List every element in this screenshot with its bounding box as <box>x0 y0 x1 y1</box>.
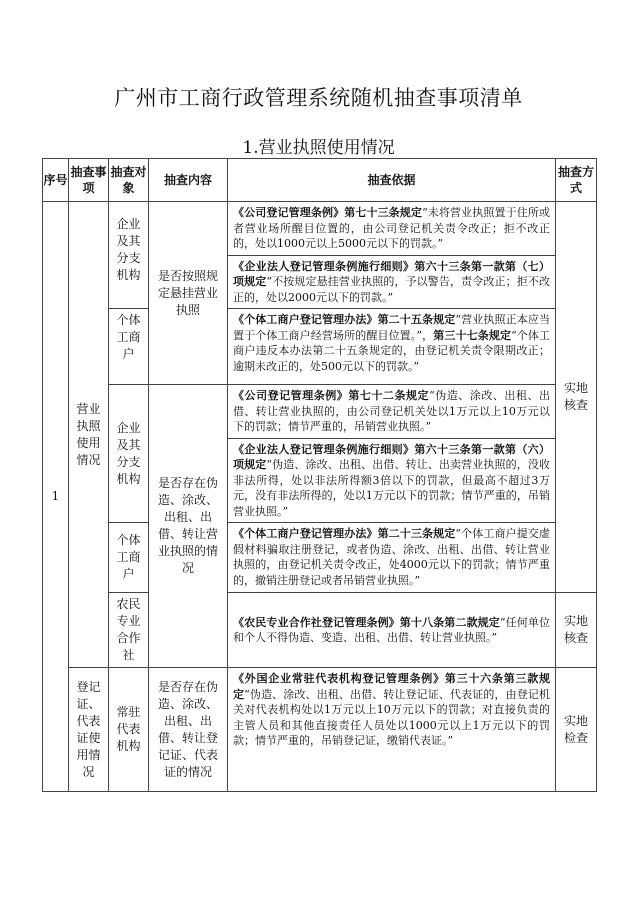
table-row <box>43 593 597 668</box>
table-row <box>43 385 597 439</box>
basis-law-text: “伪造、涂改、出租、出借、转让登记证、代表证的，由登记机关对代表机构处以1万元以上10万元以下的罚款；对直接负责的主管人员和其他直接责任人员处以1000元以上1万元以下的罚款；情节严重的，吊销登记证，缴销代表证。” <box>233 687 551 747</box>
basis-cell <box>228 255 556 309</box>
basis-law-text: “伪造、涂改、出租、出借、转让营业执照的，由公司登记机关处以1万元以上10万元以下的罚款；情节严重的，吊销营业执照。” <box>233 389 551 433</box>
basis-law-name: 《外国企业常驻代表机构登记管理条例》第三十六条第三款规定 <box>233 672 550 701</box>
basis-law-name: 《农民专业合作社登记管理条例》第十八条第二款规定 <box>233 615 500 629</box>
document-title: 广州市工商行政管理系统随机抽查事项清单 <box>114 86 523 110</box>
basis-cell <box>228 593 556 668</box>
basis-law-text: “任何单位和个人不得伪造、变造、出租、出借、转让营业执照。” <box>233 615 551 644</box>
table-row <box>43 202 597 256</box>
basis-cell <box>228 202 556 256</box>
inspection-table <box>42 158 597 792</box>
item-cell-registration-cert: 登记证、代表证使用情况 <box>69 668 109 792</box>
basis-law-article: 第三十七条规定 <box>433 328 512 342</box>
table-row <box>43 309 597 385</box>
basis-law-name: 《个体工商户登记管理办法》第二十三条规定 <box>233 527 456 540</box>
basis-law-text: “未将营业执照置于住所或者营业场所醒目位置的，由公司登记机关责令改正；拒不改正的，处以1000元以上5000元以下的罚款。” <box>233 206 551 250</box>
target-cell-enterprise: 企业及其分支机构 <box>109 202 149 309</box>
basis-cell <box>228 438 556 523</box>
basis-law-text: “营业执照正本应当置于个体工商户经营场所的醒目位置。”， <box>233 313 551 342</box>
basis-cell <box>228 385 556 439</box>
header-content: 抽查内容 <box>149 159 228 202</box>
content-cell-hang-license: 是否按照规定悬挂营业执照 <box>149 202 228 385</box>
method-cell: 实地检查 <box>556 668 597 792</box>
table-header-row <box>43 159 597 202</box>
basis-cell <box>228 309 556 385</box>
header-item: 抽查事项 <box>69 159 109 202</box>
method-cell: 实地核查 <box>556 202 597 593</box>
basis-law-name: 《企业法人登记管理条例施行细则》第六十三条第一款第（六）项规定 <box>233 442 550 471</box>
header-basis: 抽查依据 <box>228 159 556 202</box>
table-row <box>43 668 597 792</box>
target-cell-enterprise: 企业及其分支机构 <box>109 385 149 523</box>
basis-law-name: 《公司登记管理条例》第七十二条规定 <box>233 389 430 402</box>
content-cell-forge-certificate: 是否存在伪造、涂改、出租、出借、转让登记证、代表证的情况 <box>149 668 228 792</box>
section-subtitle: 1.营业执照使用情况 <box>242 138 395 158</box>
basis-law-text: “伪造、涂改、出租、出借、转让、出卖营业执照的，没收非法所得，处以非法所得额3倍以下的罚款，但最高不超过3万元，没有非法所得的，处以1万元以下的罚款；情节严重的，吊销营业执照。” <box>233 458 551 518</box>
seq-cell: 1 <box>43 202 69 792</box>
header-target: 抽查对象 <box>109 159 149 202</box>
basis-law-text: “不按规定悬挂营业执照的，予以警告，责令改正；拒不改正的，处以2000元以下的罚款。” <box>233 275 551 304</box>
basis-cell <box>228 668 556 792</box>
header-seq: 序号 <box>43 159 69 202</box>
basis-cell <box>228 523 556 593</box>
basis-law-text: “个体工商户违反本办法第二十五条规定的，由登记机关责令限期改正；逾期未改正的，处500元以下的罚款。” <box>233 328 551 373</box>
method-cell: 实地核查 <box>556 593 597 668</box>
target-cell-individual: 个体工商户 <box>109 309 149 385</box>
target-cell-cooperative: 农民专业合作社 <box>109 593 149 668</box>
basis-law-text: “个体工商户提交虚假材料骗取注册登记，或者伪造、涂改、出租、出借、转让营业执照的，由登记机关责令改正，处4000元以下的罚款；情节严重的，撤销注册登记或者吊销营业执照。” <box>233 527 551 587</box>
basis-law-name: 《个体工商户登记管理办法》第二十五条规定 <box>233 313 456 326</box>
header-method: 抽查方式 <box>556 159 597 202</box>
table-row <box>43 523 597 593</box>
content-cell-forge-license: 是否存在伪造、涂改、出租、出借、转让营业执照的情况 <box>149 385 228 668</box>
target-cell-individual: 个体工商户 <box>109 523 149 593</box>
basis-law-name: 《公司登记管理条例》第七十三条规定 <box>233 206 423 219</box>
basis-law-name: 《企业法人登记管理条例施行细则》第六十三条第一款第（七）项规定 <box>233 259 550 288</box>
item-cell-business-license: 营业执照使用情况 <box>69 202 109 668</box>
target-cell-representative-office: 常驻代表机构 <box>109 668 149 792</box>
